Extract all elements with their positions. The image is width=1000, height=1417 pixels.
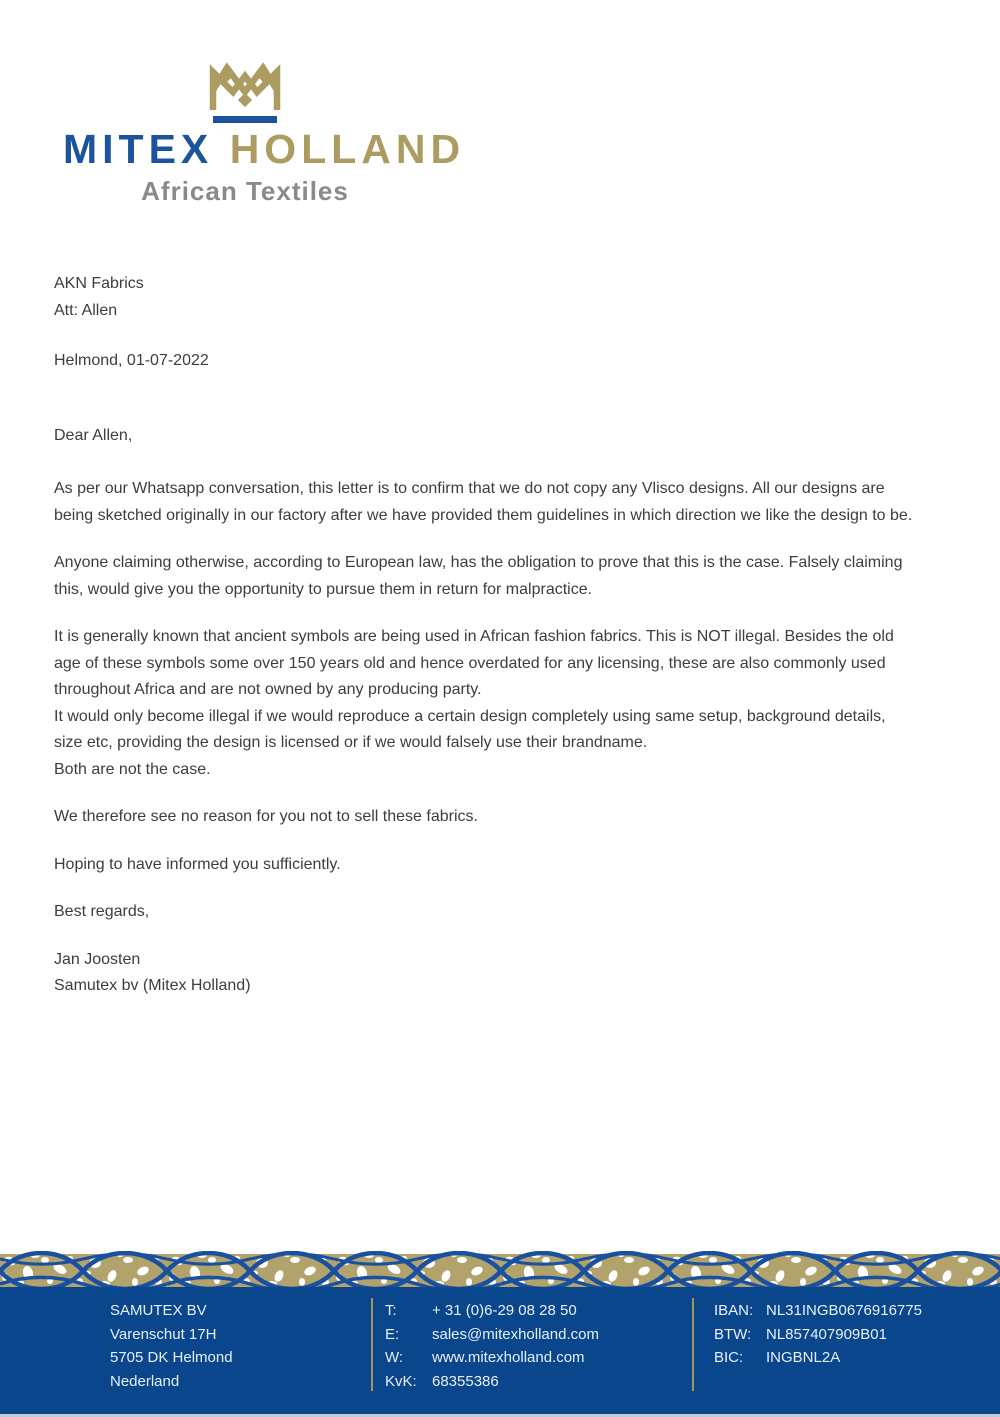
paragraph-text: Hoping to have informed you sufficiently. xyxy=(54,855,341,873)
email-link[interactable]: sales@mitexholland.com xyxy=(432,1325,599,1343)
footer-address xyxy=(110,1299,233,1393)
footer-contact xyxy=(385,1299,599,1393)
iban-value: NL31INGB0676916775 xyxy=(766,1302,922,1319)
phone-label: T: xyxy=(385,1302,397,1319)
brand-wordmark xyxy=(63,126,466,172)
letter-body xyxy=(54,271,914,1000)
paragraph-text: It would only become illegal if we would reproduce a certain design completely using same setup, background details, size etc, providing the design is licensed or if we would falsely use their brandname. xyxy=(54,707,886,752)
bic-value: INGBNL2A xyxy=(766,1349,841,1366)
recipient-block xyxy=(54,271,914,324)
footer-kvk-row xyxy=(385,1370,599,1394)
recipient-attention: Att: Allen xyxy=(54,301,118,319)
footer-street: Varenschut 17H xyxy=(110,1325,217,1343)
footer-postal-city: 5705 DK Helmond xyxy=(110,1349,233,1366)
btw-value: NL857407909B01 xyxy=(766,1325,887,1343)
email-label: E: xyxy=(385,1325,400,1343)
website-link[interactable]: www.mitexholland.com xyxy=(432,1349,585,1366)
paragraph-text: Anyone claiming otherwise, according to European law, has the obligation to prove that this is the case. Falsely claiming this, would give you the opportunity to pursue them in return for malpractice. xyxy=(54,554,903,598)
paragraph-5 xyxy=(54,852,914,879)
closing: Best regards, xyxy=(54,903,150,921)
african-textile-pattern-band xyxy=(0,1251,1000,1291)
footer-website-row xyxy=(385,1346,599,1370)
brand-name-holland: HOLLAND xyxy=(229,126,466,172)
footer-bic-row xyxy=(714,1346,922,1370)
paragraph-4 xyxy=(54,804,914,831)
footer-phone-row xyxy=(385,1299,599,1323)
iban-label: IBAN: xyxy=(714,1302,754,1319)
dateline: Helmond, 01-07-2022 xyxy=(54,352,209,370)
recipient-company: AKN Fabrics xyxy=(54,275,144,293)
footer-country: Nederland xyxy=(110,1372,180,1390)
website-label: W: xyxy=(385,1349,404,1366)
footer xyxy=(0,1251,1000,1417)
crown-icon xyxy=(209,62,281,124)
footer-divider xyxy=(692,1298,694,1391)
brand-name-mitex: MITEX xyxy=(63,126,214,172)
signature-name: Jan Joosten xyxy=(54,950,141,968)
footer-bar xyxy=(0,1291,1000,1417)
footer-iban-row xyxy=(714,1299,922,1323)
paragraph-text: Both are not the case. xyxy=(54,760,211,778)
salutation: Dear Allen, xyxy=(54,426,133,444)
brand-tagline: African Textiles xyxy=(141,176,349,207)
footer-btw-row xyxy=(714,1323,922,1347)
paragraph-2 xyxy=(54,550,914,603)
footer-email-row xyxy=(385,1323,599,1347)
signature-company: Samutex bv (Mitex Holland) xyxy=(54,977,251,995)
btw-label: BTW: xyxy=(714,1325,752,1343)
footer-bank xyxy=(714,1299,922,1370)
company-logo xyxy=(63,62,466,207)
signature-block xyxy=(54,947,914,1000)
phone-value: + 31 (0)6-29 08 28 50 xyxy=(432,1302,577,1319)
paragraph-text: It is generally known that ancient symbols are being used in African fashion fabrics. This is NOT illegal. Besides the old age of these symbols some over 150 years old and hence overdated for any licensing, these are also commonly used throughout Africa and are not owned by any producing party. xyxy=(54,628,894,699)
paragraph-text: As per our Whatsapp conversation, this letter is to confirm that we do not copy any Vlisco designs. All our designs are being sketched originally in our factory after we have provided them guidelines in which direction we like the design to be. xyxy=(54,480,913,524)
paragraph-1 xyxy=(54,476,914,529)
bic-label: BIC: xyxy=(714,1349,744,1366)
paragraph-text: We therefore see no reason for you not to sell these fabrics. xyxy=(54,808,478,826)
footer-company: SAMUTEX BV xyxy=(110,1302,207,1319)
footer-divider xyxy=(371,1298,373,1391)
kvk-label: KvK: xyxy=(385,1372,417,1390)
paragraph-3 xyxy=(54,624,914,783)
kvk-value: 68355386 xyxy=(432,1372,499,1390)
